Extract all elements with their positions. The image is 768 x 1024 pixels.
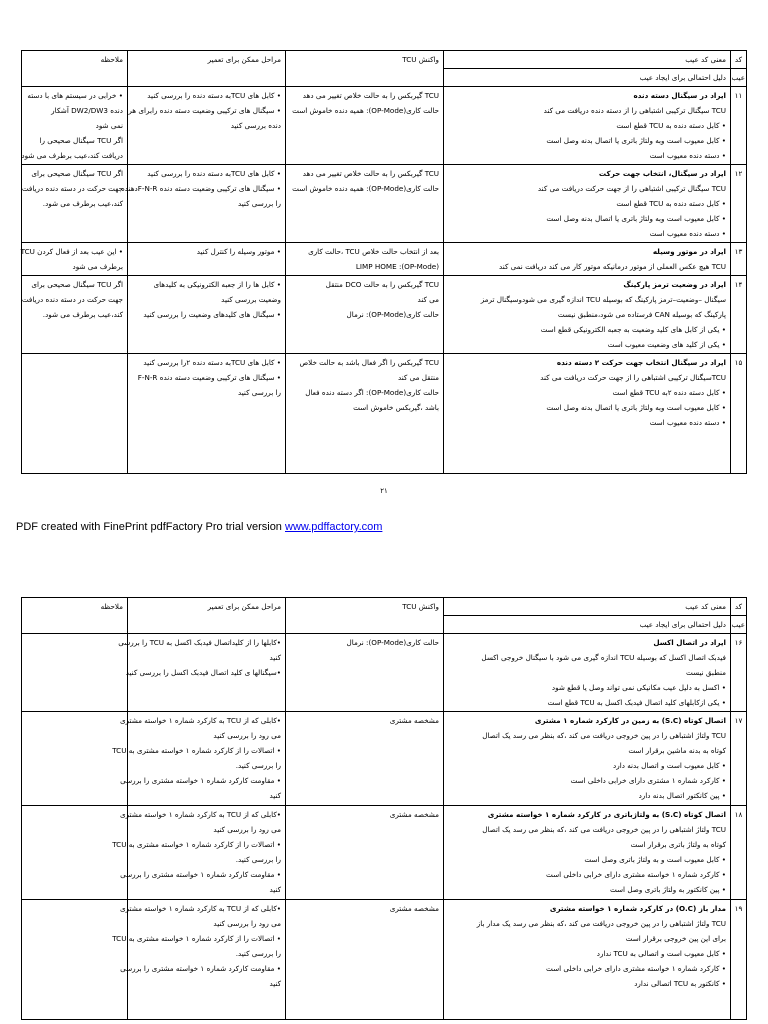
fault-meaning-line: • یکی ازکابلهای کلید اتصال فیدبک اکسل به TCU قطع است — [547, 698, 726, 707]
tcu-reaction — [286, 712, 444, 806]
footer-text: PDF created with FinePrint pdfFactory Pro trial version — [16, 521, 282, 533]
table-header-row — [22, 598, 747, 616]
repair-steps — [121, 165, 286, 243]
fault-meaning-line: کوتاه به ولتاژ باتری برقرار است — [630, 840, 726, 849]
fault-meaning-line: • دسته دنده معیوب است — [649, 418, 726, 427]
fault-notes-line: اگر TCU سیگنال صحیحی برای — [31, 169, 123, 178]
fault-meaning-line: • کابل معیوب است و اتصال بدنه دارد — [613, 761, 726, 770]
repair-steps-line: کنید — [269, 885, 281, 894]
fault-meaning-line: TCU ولتاژ اشتباهی را در پین خروجی دریافت می کند ،که بنظر می رسد یک اتصال — [482, 731, 726, 740]
repair-steps-line: را بررسی کنید — [237, 199, 281, 208]
tcu-reaction-line: می کند — [417, 295, 439, 304]
fault-meaning — [444, 712, 731, 806]
repair-steps — [128, 243, 286, 276]
tcu-reaction-line: بعد از انتخاب حالت خلاص TCU ،حالت کاری — [308, 247, 439, 256]
fault-notes-line: جهت حرکت در دسته دنده دریافت — [21, 295, 123, 304]
fault-meaning-line: • اکسل به دلیل عیب مکانیکی نمی تواند وصل یا قطع شود — [551, 683, 726, 692]
repair-steps-line: • سیگنال های ترکیبی وضعیت دسته دنده F-N-R — [137, 373, 281, 382]
tcu-reaction-line: حالت کاری(OP-Mode): اگر دسته دنده فعال — [305, 388, 439, 397]
fault-meaning — [444, 634, 731, 712]
fault-meaning-line: • یکی از کلید های وضعیت معیوب است — [607, 340, 726, 349]
footer-link[interactable]: www.pdffactory.com — [285, 521, 383, 533]
fault-code: ۱۵ — [731, 354, 747, 474]
fault-meaning — [444, 87, 731, 165]
repair-steps-line: •سیگنالها ی کلید اتصال فیدبک اکسل را بررسی کنید — [125, 668, 281, 677]
fault-meaning-line: • کابل معیوب است وبه ولتاژ باتری یا اتصال بدنه وصل است — [546, 403, 726, 412]
repair-steps-line: • مقاومت کارکرد شماره ۱ خواسته مشتری را بررسی — [120, 870, 281, 879]
fault-code: ۱۶ — [731, 634, 747, 712]
repair-steps-line: • موتور وسیله را کنترل کنید — [196, 247, 281, 256]
repair-steps-line: •کابلی که از TCU به کارکرد شماره ۱ خواسته مشتری — [119, 716, 281, 725]
repair-steps — [128, 276, 286, 354]
fault-notes-line: دریافت کند،عیب برطرف می شود — [21, 151, 123, 160]
fault-notes — [22, 243, 128, 276]
fault-notes — [22, 165, 128, 243]
header-notes: ملاحظه — [22, 51, 128, 87]
repair-steps-line: • اتصالات را از کارکرد شماره ۱ خواسته مشتری به TCU — [112, 840, 281, 849]
repair-steps-line: • مقاومت کارکرد شماره ۱ خواسته مشتری را بررسی — [120, 964, 281, 973]
repair-steps — [128, 354, 286, 474]
repair-steps-line: دنده بررسی کنید — [230, 121, 281, 130]
repair-steps-line: •کابلی که از TCU به کارکرد شماره ۱ خواسته مشتری — [119, 904, 281, 913]
header-meaning: معنی کد عیب — [444, 51, 731, 69]
fault-meaning-line: TCUسیگنال ترکیبی اشتباهی را از جهت حرکت دریافت می کند — [540, 373, 726, 382]
fault-notes-line: برطرف می شود — [72, 262, 123, 271]
repair-steps-line: • سیگنال های ترکیبی وضعیت دسته دنده رابرای هر — [128, 106, 281, 115]
fault-code: ۱۸ — [731, 806, 747, 900]
fault-row — [22, 712, 747, 806]
pdf-footer — [16, 521, 382, 533]
repair-steps-line: • سیگنال های کلیدهای وضعیت را بررسی کنید — [143, 310, 281, 319]
fault-meaning-line: • کابل معیوب است و به ولتاژ باتری وصل است — [584, 855, 726, 864]
repair-steps-line: می رود را بررسی کنید — [213, 919, 281, 928]
tcu-reaction-line: مشخصه مشتری — [389, 904, 439, 913]
fault-notes — [22, 900, 128, 1020]
fault-notes — [22, 354, 128, 474]
fault-meaning-line: TCU هیچ عکس العملی از موتور درمانیکه موتور کار می کند دریافت نمی کند — [499, 262, 726, 271]
tcu-reaction-line: حالت کاری(OP-Mode): همیه دنده خاموش است — [292, 106, 439, 115]
fault-meaning-line: • پین کانکتور به ولتاژ باتری وصل است — [609, 885, 726, 894]
tcu-reaction-line: منتقل می کند — [397, 373, 439, 382]
repair-steps-line: • کابل ها را از جعبه الکترونیکی به کلیدهای — [153, 280, 281, 289]
fault-meaning-line: ایراد در اتصال اکسل — [653, 638, 726, 647]
fault-notes-line: کند،عیب برطرف می شود. — [42, 199, 123, 208]
repair-steps-line: • کابل های TCUبه دسته دنده ۲را بررسی کنید — [143, 358, 281, 367]
repair-steps — [112, 900, 286, 1020]
header-code: کد — [731, 51, 747, 69]
fault-meaning — [444, 354, 731, 474]
tcu-reaction — [286, 87, 444, 165]
repair-steps-line: را بررسی کنید. — [235, 949, 281, 958]
fault-meaning-line: • یکی از کابل های کلید وضعیت به جعبه الکترونیکی قطع است — [540, 325, 726, 334]
tcu-reaction — [286, 354, 444, 474]
tcu-reaction-line: TCU گیربکس را اگر فعال باشد به حالت خلاص — [299, 358, 439, 367]
fault-notes — [22, 634, 128, 712]
fault-meaning-line: فیدبک اتصال اکسل که بوسیله TCU اندازه گیری می شود با سیگنال خروجی اکسل — [481, 653, 726, 662]
fault-table-1 — [21, 50, 747, 474]
tcu-reaction — [286, 276, 444, 354]
fault-meaning-line: • دسته دنده معیوب است — [649, 229, 726, 238]
fault-table-2 — [21, 597, 747, 1020]
fault-notes-line: • این عیب بعد از فعال کردن TCU — [20, 247, 123, 256]
fault-row — [22, 87, 747, 165]
fault-notes-line: نمی شود — [95, 121, 123, 130]
fault-notes-line: دنده DW2/DW3 آشکار — [51, 106, 123, 115]
tcu-reaction — [286, 900, 444, 1020]
header-tcu-reaction: واکنش TCU — [286, 598, 444, 634]
repair-steps-line: می رود را بررسی کنید — [213, 825, 281, 834]
tcu-reaction — [286, 634, 444, 712]
tcu-reaction-line: LIMP HOME :(OP-Mode) — [355, 262, 439, 271]
fault-code: ۱۱ — [731, 87, 747, 165]
fault-meaning-line: ایراد در سیگنال، انتخاب جهت حرکت — [598, 169, 726, 178]
repair-steps-line: کنید — [269, 653, 281, 662]
repair-steps-line: •کابلی که از TCU به کارکرد شماره ۱ خواسته مشتری — [119, 810, 281, 819]
fault-meaning-line: ایراد در وضعیت ترمز پارکینگ — [623, 280, 726, 289]
repair-steps-line: کنید — [269, 979, 281, 988]
tcu-reaction — [286, 806, 444, 900]
header-repair: مراحل ممکن برای تعمیر — [128, 51, 286, 87]
repair-steps-line: • اتصالات را از کارکرد شماره ۱ خواسته مشتری به TCU — [112, 934, 281, 943]
repair-steps-line: وضعیت بررسی کنید — [221, 295, 281, 304]
repair-steps-line: را بررسی کنید — [237, 388, 281, 397]
fault-row — [22, 165, 747, 243]
fault-row — [22, 900, 747, 1020]
tcu-reaction-line: حالت کاری(OP-Mode): نرمال — [346, 638, 439, 647]
fault-notes-line: کند،عیب برطرف می شود. — [42, 310, 123, 319]
repair-steps-line: کنید — [269, 791, 281, 800]
fault-row — [22, 276, 747, 354]
repair-steps-line: • کابل های TCUبه دسته دنده را بررسی کنید — [147, 91, 281, 100]
fault-meaning-line: • کابل معیوب است و اتصالی به TCU ندارد — [596, 949, 726, 958]
fault-notes-line: جهت حرکت در دسته دنده دریافت — [21, 184, 123, 193]
fault-meaning-line: TCU سیگنال ترکیبی اشتباهی را از دسته دنده دریافت می کند — [543, 106, 726, 115]
fault-meaning — [444, 165, 731, 243]
fault-row — [22, 243, 747, 276]
header-cause: دلیل احتمالی برای ایجاد عیب — [444, 616, 731, 634]
tcu-reaction-line: TCU گیربکس را به حالت خلاص تغییر می دهد — [302, 91, 439, 100]
header-cause: دلیل احتمالی برای ایجاد عیب — [444, 69, 731, 87]
fault-meaning-line: • کارکرد شماره ۱ مشتری دارای خرابی داخلی است — [570, 776, 726, 785]
page-number: ۲۱ — [380, 487, 388, 495]
header-meaning: معنی کد عیب — [444, 598, 731, 616]
tcu-reaction — [286, 165, 444, 243]
header-code-2: عیب — [731, 616, 747, 634]
fault-meaning — [444, 806, 731, 900]
tcu-reaction — [286, 243, 444, 276]
repair-steps-line: • کابل های TCUبه دسته دنده را بررسی کنید — [147, 169, 281, 178]
fault-meaning-line: پارکینگ که بوسیله CAN فرستاده می شود،منطبق نیست — [557, 310, 726, 319]
header-code-2: عیب — [731, 69, 747, 87]
fault-notes-line: اگر TCU سیگنال صحیحی برای — [31, 280, 123, 289]
tcu-reaction-line: مشخصه مشتری — [389, 716, 439, 725]
repair-steps-line: •کابلها را از کلیداتصال فیدبک اکسل به TCU را بررسی — [118, 638, 281, 647]
fault-meaning-line: • کابل دسته دنده به TCU قطع است — [616, 121, 726, 130]
fault-meaning-line: ایراد در سیگنال انتخاب جهت حرکت ۲ دسته دنده — [556, 358, 726, 367]
fault-meaning — [444, 276, 731, 354]
fault-meaning-line: مدار باز (O.C) در کارکرد شماره ۱ خواسته مشتری — [549, 904, 726, 913]
fault-meaning-line: • کابل دسته دنده ۲به TCU قطع است — [612, 388, 726, 397]
fault-meaning-line: • کابل دسته دنده به TCU قطع است — [616, 199, 726, 208]
fault-meaning-line: برای این پین خروجی برقرار است — [625, 934, 726, 943]
fault-row — [22, 806, 747, 900]
tcu-reaction-line: حالت کاری(OP-Mode): نرمال — [346, 310, 439, 319]
tcu-reaction-line: باشد ،گیربکس خاموش است — [353, 403, 439, 412]
repair-steps — [128, 87, 286, 165]
tcu-reaction-line: TCU گیربکس را به حالت خلاص تغییر می دهد — [302, 169, 439, 178]
fault-meaning-line: سیگنال –وضعیت–ترمز پارکینگ که بوسیله TCU اندازه گیری می شودوسیگنال ترمز — [480, 295, 726, 304]
fault-code: ۱۹ — [731, 900, 747, 1020]
repair-steps-line: • اتصالات را از کارکرد شماره ۱ خواسته مشتری به TCU — [112, 746, 281, 755]
tcu-reaction-line: مشخصه مشتری — [389, 810, 439, 819]
fault-meaning — [444, 900, 731, 1020]
repair-steps-line: می رود را بررسی کنید — [213, 731, 281, 740]
repair-steps-line: را بررسی کنید. — [235, 761, 281, 770]
repair-steps-line: • سیگنال های ترکیبی وضعیت دسته دنده F-N-Rدهنده — [121, 184, 281, 193]
fault-meaning-line: • کارکرد شماره ۱ خواسته مشتری دارای خرابی داخلی است — [546, 964, 726, 973]
repair-steps-line: را بررسی کنید. — [235, 855, 281, 864]
fault-meaning-line: کوتاه به بدنه ماشین برقرار است — [628, 746, 726, 755]
fault-meaning-line: • کارکرد شماره ۱ خواسته مشتری دارای خرابی داخلی است — [546, 870, 726, 879]
fault-meaning-line: • دسته دنده معیوب است — [649, 151, 726, 160]
fault-row — [22, 634, 747, 712]
fault-notes — [22, 276, 128, 354]
header-notes: ملاحظه — [22, 598, 128, 634]
fault-row — [22, 354, 747, 474]
fault-meaning-line: منطبق نیست — [685, 668, 726, 677]
fault-notes-line: • خرابی در سیستم های با دسته — [27, 91, 123, 100]
repair-steps — [118, 634, 286, 712]
repair-steps — [112, 806, 286, 900]
fault-meaning-line: TCU سیگنال ترکیبی اشتباهی را از جهت حرکت دریافت می کند — [537, 184, 726, 193]
fault-notes-line: اگر TCU سیگنال صحیحی را — [39, 136, 123, 145]
tcu-reaction-line: حالت کاری(OP-Mode): همیه دنده خاموش است — [292, 184, 439, 193]
fault-code: ۱۴ — [731, 276, 747, 354]
table-header-row — [22, 51, 747, 69]
fault-code: ۱۳ — [731, 243, 747, 276]
fault-notes — [22, 87, 128, 165]
fault-meaning-line: TCU ولتاژ اشتباهی را در پین خروجی دریافت می کند ،که بنظر می رسد یک مدار باز — [476, 919, 726, 928]
header-repair: مراحل ممکن برای تعمیر — [128, 598, 286, 634]
fault-meaning-line: • کابل معیوب است وبه ولتاژ باتری یا اتصال بدنه وصل است — [546, 136, 726, 145]
fault-meaning-line: • پین کانکتور اتصال بدنه دارد — [638, 791, 726, 800]
header-code: کد — [731, 598, 747, 616]
fault-meaning-line: TCU ولتاژ اشتباهی را در پین خروجی دریافت می کند ،که بنظر می رسد یک اتصال — [482, 825, 726, 834]
fault-code: ۱۲ — [731, 165, 747, 243]
header-tcu-reaction: واکنش TCU — [286, 51, 444, 87]
fault-meaning-line: ایراد در موتور وسیله — [652, 247, 726, 256]
fault-meaning-line: اتصال کوتاه (S.C) به زمین در کارکرد شماره ۱ مشتری — [534, 716, 726, 725]
fault-meaning-line: • کابل معیوب است وبه ولتاژ باتری یا اتصال بدنه وصل است — [546, 214, 726, 223]
repair-steps-line: • مقاومت کارکرد شماره ۱ خواسته مشتری را بررسی — [120, 776, 281, 785]
fault-code: ۱۷ — [731, 712, 747, 806]
fault-meaning-line: ایراد در سیگنال دسته دنده — [633, 91, 726, 100]
repair-steps — [112, 712, 286, 806]
fault-meaning-line: اتصال کوتاه (S.C) به ولتاژباتری در کارکرد شماره ۱ خواسته مشتری — [487, 810, 726, 819]
fault-meaning — [444, 243, 731, 276]
tcu-reaction-line: TCU گیربکس را به حالت DCO منتقل — [325, 280, 439, 289]
fault-notes — [22, 806, 128, 900]
fault-meaning-line: • کانکتور به TCU اتصالی ندارد — [634, 979, 726, 988]
fault-notes — [22, 712, 128, 806]
